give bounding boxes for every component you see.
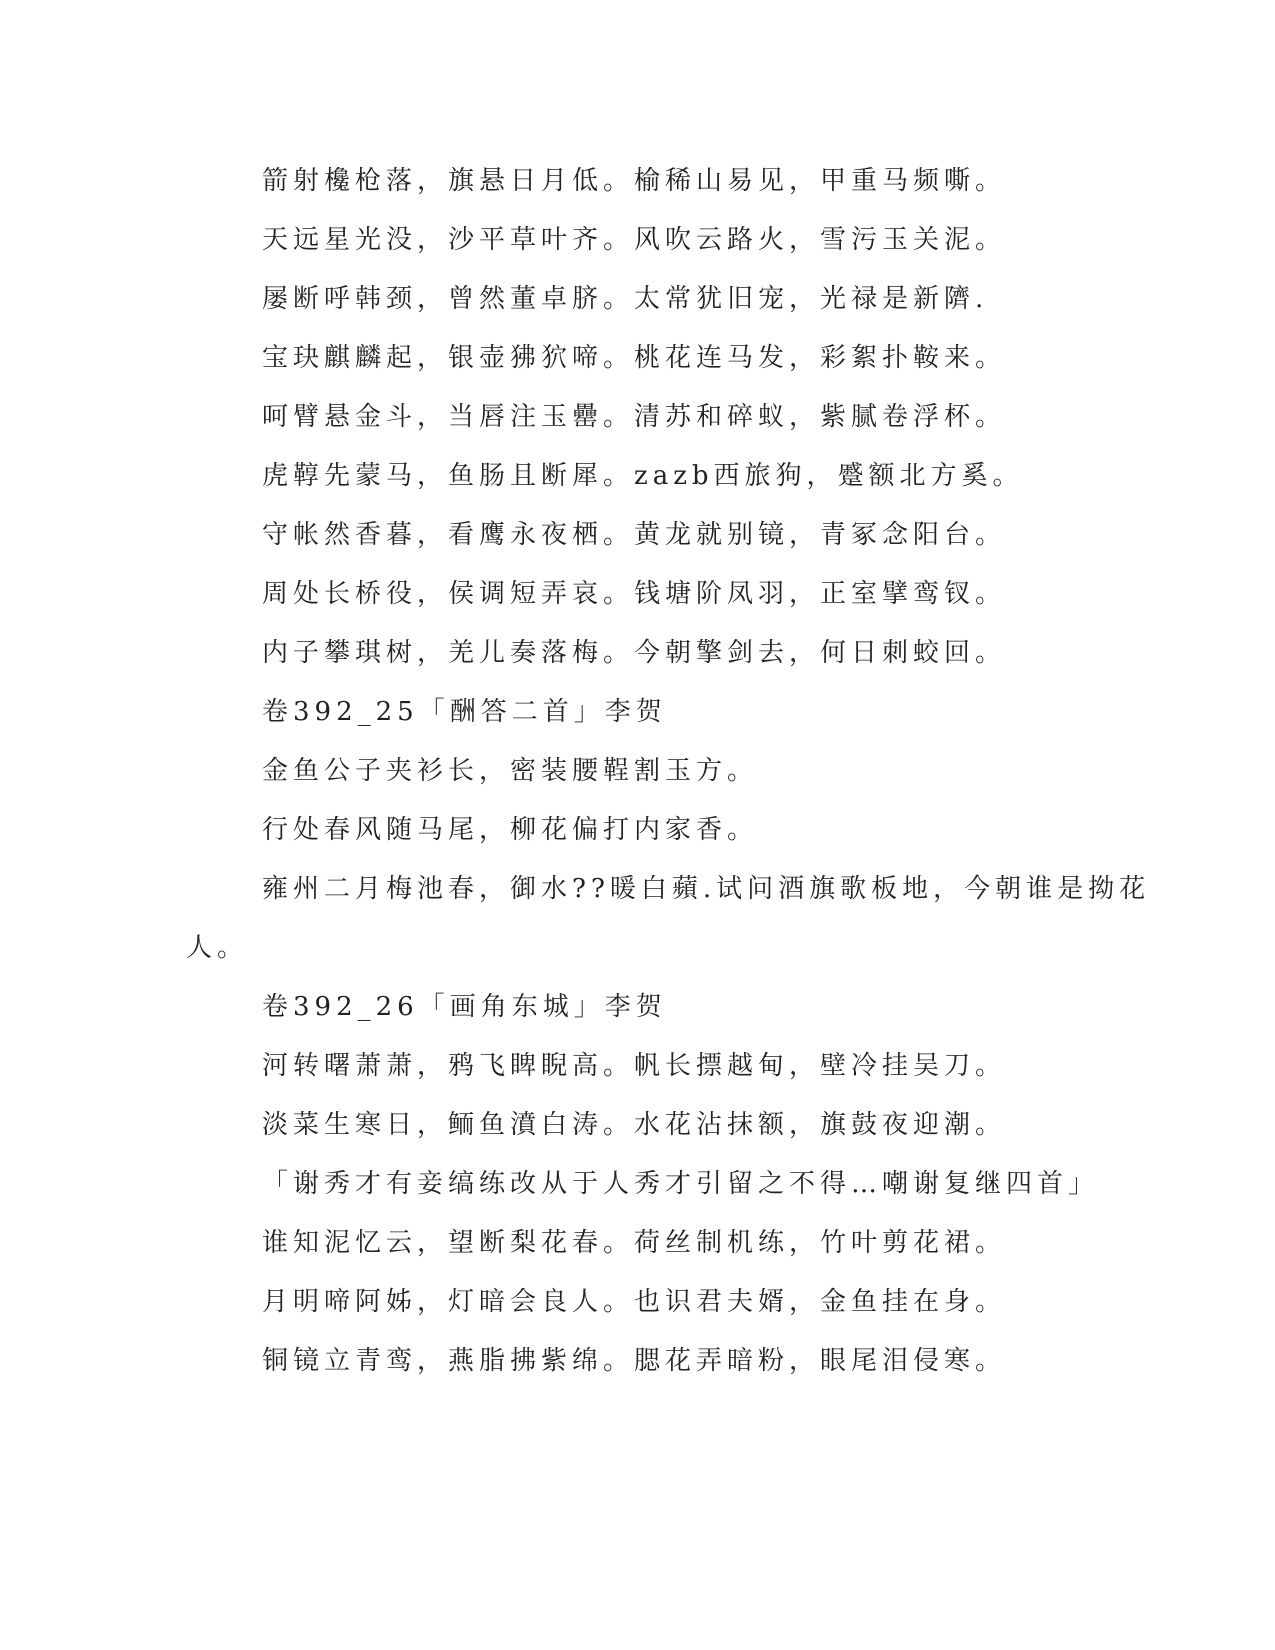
section-heading: 卷392_26「画角东城」李贺: [262, 992, 667, 1022]
poem-line: 虎鞟先蒙马，鱼肠且断犀。zazb西旅狗，蹙额北方奚。: [262, 461, 1024, 491]
poem-line: 雍州二月梅池春，御水??暖白蘋.试问酒旗歌板地，今朝谁是拗花: [262, 874, 1151, 904]
poem-line: 天远星光没，沙平草叶齐。风吹云路火，雪污玉关泥。: [262, 225, 1007, 255]
poem-line: 内子攀琪树，羌儿奏落梅。今朝擎剑去，何日刺蛟回。: [262, 638, 1007, 668]
poem-line: 行处春风随马尾，柳花偏打内家香。: [262, 815, 759, 845]
poem-line: 呵臂悬金斗，当唇注玉罍。清苏和碎蚁，紫腻卷浮杯。: [262, 402, 1007, 432]
poem-line: 谁知泥忆云，望断梨花春。荷丝制机练，竹叶剪花裙。: [262, 1228, 1007, 1258]
poem-line: 金鱼公子夹衫长，密装腰鞓割玉方。: [262, 756, 759, 786]
poem-line: 河转曙萧萧，鸦飞睥睨高。帆长摽越甸，壁冷挂吴刀。: [262, 1051, 1007, 1081]
section-heading: 卷392_25「酬答二首」李贺: [262, 697, 667, 727]
section-heading: 「谢秀才有妾缟练改从于人秀才引留之不得…嘲谢复继四首」: [262, 1169, 1100, 1199]
poem-line: 宝玦麒麟起，银壶狒狖啼。桃花连马发，彩絮扑鞍来。: [262, 343, 1007, 373]
poem-line: 守帐然香暮，看鹰永夜栖。黄龙就别镜，青冢念阳台。: [262, 520, 1007, 550]
poem-line: 周处长桥役，侯调短弄哀。钱塘阶凤羽，正室擘鸾钗。: [262, 579, 1007, 609]
poem-line: 月明啼阿姊，灯暗会良人。也识君夫婿，金鱼挂在身。: [262, 1287, 1007, 1317]
poem-line-continuation: 人。: [186, 933, 249, 963]
poem-line: 箭射欃枪落，旗悬日月低。榆稀山易见，甲重马频嘶。: [262, 166, 1007, 196]
poem-line: 淡菜生寒日，鲕鱼濆白涛。水花沾抹额，旗鼓夜迎潮。: [262, 1110, 1007, 1140]
poem-line: 铜镜立青鸾，燕脂拂紫绵。腮花弄暗粉，眼尾泪侵寒。: [262, 1346, 1007, 1376]
poem-line: 屡断呼韩颈，曾然董卓脐。太常犹旧宠，光禄是新隮.: [262, 284, 989, 314]
